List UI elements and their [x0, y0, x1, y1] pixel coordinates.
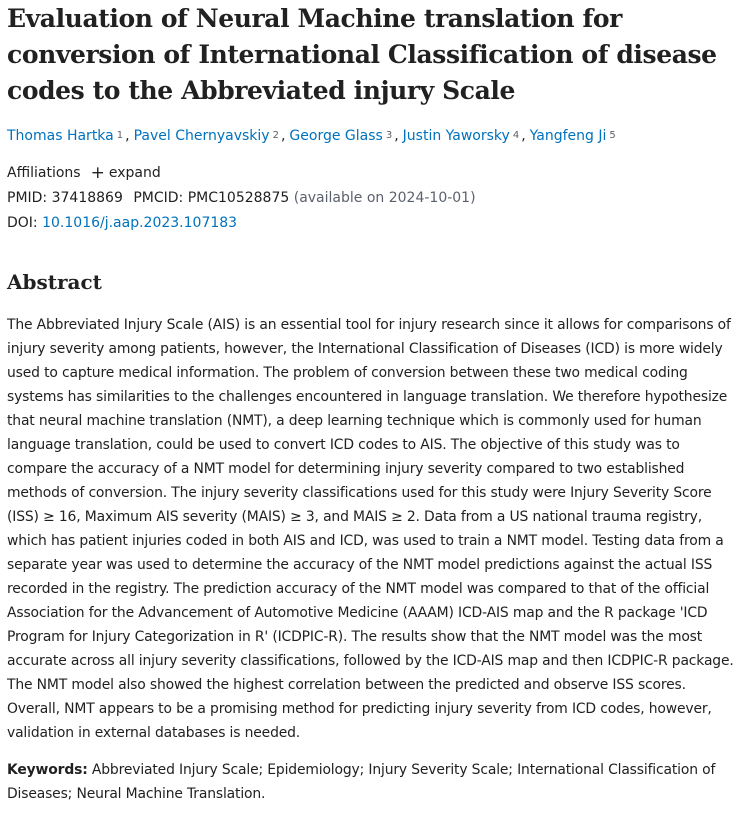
pmcid-label: PMCID:: [133, 190, 184, 206]
article-title: Evaluation of Neural Machine translation for conversion of International Classification of disease codes to the Abbreviated injury Scale: [7, 4, 717, 105]
pmcid-value: PMC10528875: [187, 190, 290, 206]
keywords-row: [7, 758, 737, 806]
author-separator: ,: [125, 128, 130, 144]
author-affiliation-number[interactable]: 4: [512, 130, 520, 141]
expand-label: expand: [108, 165, 161, 181]
pmid-value: 37418869: [51, 190, 123, 206]
plus-icon: +: [90, 163, 105, 183]
author-affiliation-number[interactable]: 3: [385, 130, 393, 141]
abstract-body: The Abbreviated Injury Scale (AIS) is an essential tool for injury research since it allows for comparisons of injury severity among patients, however, the International Classification of Diseases (ICD) is more widely used to capture medical information. The problem of conversion between these two medical coding systems has similarities to the challenges encountered in language translation. We therefore hypothesize that neural machine translation (NMT), a deep learning technique which is commonly used for human language translation, could be used to convert ICD codes to AIS. The objective of this study was to compare the accuracy of a NMT model for determining injury severity compared to two established methods of conversion. The injury severity classifications used for this study were Injury Severity Score (ISS) ≥ 16, Maximum AIS severity (MAIS) ≥ 3, and MAIS ≥ 2. Data from a US national trauma registry, which has patient injuries coded in both AIS and ICD, was used to train a NMT model. Testing data from a separate year was used to determine the accuracy of the NMT model predictions against the actual ISS recorded in the registry. The prediction accuracy of the NMT model was compared to that of the official Association for the Advancement of Automotive Medicine (AAAM) ICD-AIS map and the R package 'ICD Program for Injury Categorization in R' (ICDPIC-R). The results show that the NMT model was the most accurate across all injury severity classifications, followed by the ICD-AIS map and then ICDPIC-R package. The NMT model also showed the highest correlation between the predicted and observe ISS scores. Overall, NMT appears to be a promising method for predicting injury severity from ICD codes, however, validation in external databases is needed.: [7, 317, 734, 741]
author-list: [7, 126, 737, 148]
author-affiliation-number[interactable]: 2: [272, 130, 279, 141]
author-affiliation-number[interactable]: 5: [609, 130, 616, 141]
author-link-ji[interactable]: Yangfeng Ji: [529, 128, 607, 144]
author-separator: ,: [521, 128, 526, 144]
author-link-hartka[interactable]: Thomas Hartka: [7, 128, 114, 144]
pmid-label: PMID:: [7, 190, 48, 206]
article-page: [7, 0, 737, 806]
identifiers-row: [7, 186, 737, 211]
author-affiliation-number[interactable]: 1: [116, 130, 124, 141]
affiliations-row: [7, 161, 737, 186]
author-separator: ,: [394, 128, 399, 144]
keywords-list: Abbreviated Injury Scale; Epidemiology; Injury Severity Scale; International Classification of Diseases; Neural Machine Translation.: [7, 762, 716, 802]
keywords-label: Keywords:: [7, 762, 88, 778]
doi-row: [7, 211, 737, 236]
doi-label: DOI:: [7, 215, 38, 231]
author-separator: ,: [280, 128, 286, 144]
pmcid-availability: (available on 2024-10-01): [293, 190, 476, 206]
abstract-heading: Abstract: [7, 270, 102, 294]
affiliations-label: Affiliations: [7, 165, 81, 181]
author-link-yaworsky[interactable]: Justin Yaworsky: [402, 128, 510, 144]
expand-affiliations-button[interactable]: [91, 165, 161, 181]
author-link-glass[interactable]: George Glass: [289, 128, 383, 144]
author-link-chernyavskiy[interactable]: Pavel Chernyavskiy: [133, 128, 270, 144]
doi-link[interactable]: 10.1016/j.aap.2023.107183: [42, 215, 238, 231]
